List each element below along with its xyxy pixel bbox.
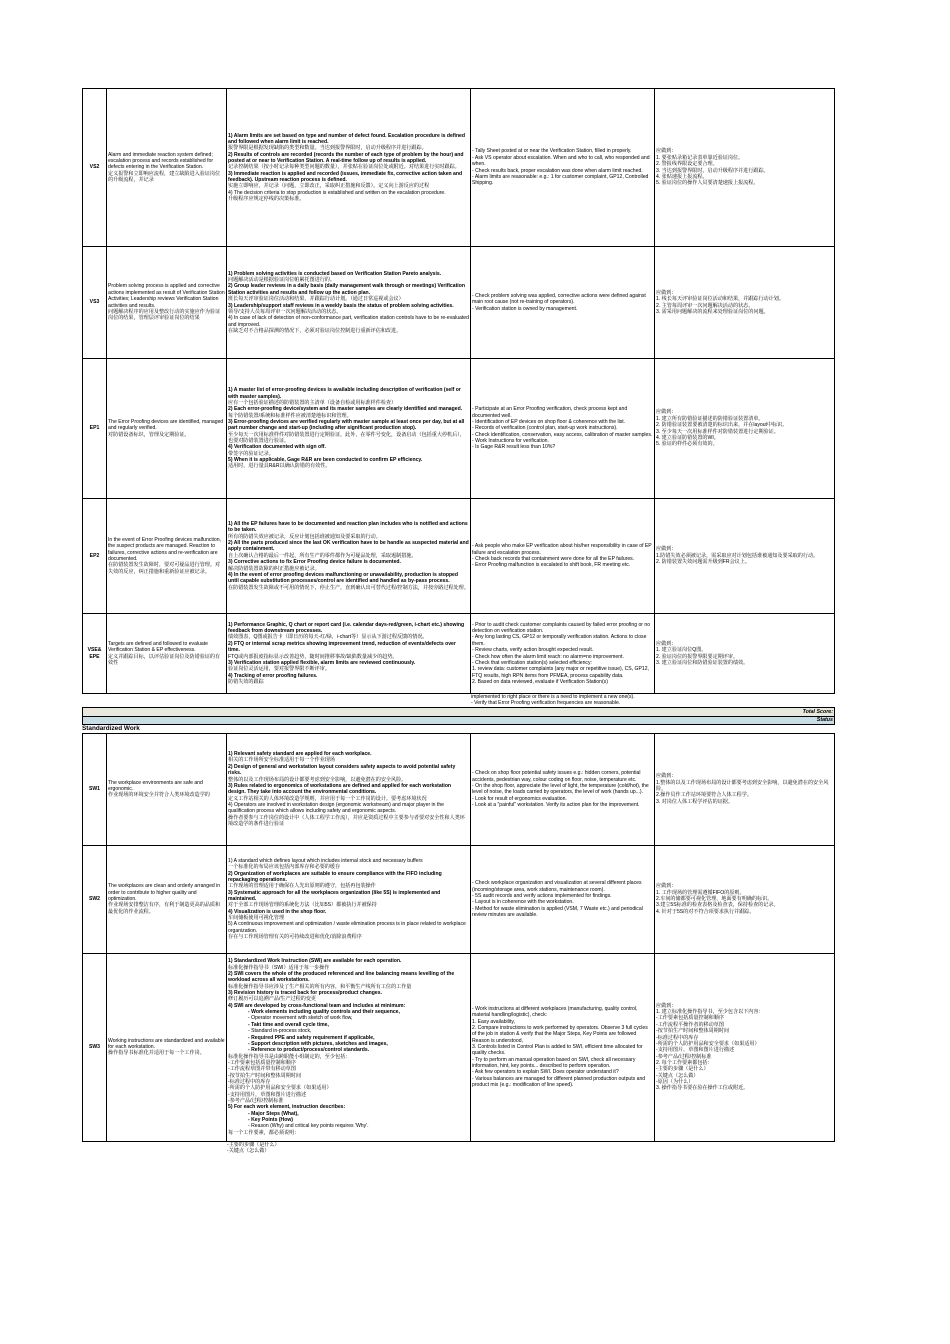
requirement-line: 自上次确认合格的最后一件起，所有生产的零件都作为可疑品处理，采取遏制措施。 [228, 552, 417, 559]
section-title: Standardized Work [82, 724, 140, 732]
requirements [227, 845, 471, 953]
check-line: - Check on shop floor potential safety issues e.g.: hidden corners, potential accidents, pedestrian way, colour coding on floor, noise, temperature etc. [472, 770, 641, 783]
expected-results-zh [655, 953, 835, 1141]
result-line: 应做到： [656, 773, 677, 780]
requirement-line: 3) Systematic approach for all the workplaces organization (like 5S) is implemented and maintained. [228, 889, 441, 903]
requirement-line: - Reference to product/process/control standards. [248, 1047, 370, 1054]
check-line: - Alarm limits are reasonable: e.g.: 1 for customer complaint, GP12, Controlled Shipping. [472, 173, 649, 187]
check-line: - Tally Sheet posted at or near the Verification Station, filled in properly. [472, 148, 632, 155]
expected-results-zh [655, 614, 835, 694]
status-row [83, 716, 835, 724]
check-line: - Error Proofing malfunction is escalated to shift book, FR meeting etc. [472, 562, 631, 569]
requirement-line: - Reason (Why) and critical key points requires 'Why'. [248, 1123, 369, 1130]
requirement-line: 所有的防错失效应被记录，反应计划包括谁被通知及要采取的行动。 [228, 533, 381, 540]
requirement-line: 升级程序应规定停线的决策标准。 [228, 196, 305, 203]
requirement-line: 4) Operators are involved in workstation design (ergonomic workstream) and major player in the qualification process which allows including safety and ergonomic aspects. [228, 801, 445, 815]
requirement-line: - Takt time and overall cycle time, [248, 1021, 329, 1028]
requirement-line: 应有一个包括验证描述的防错装置的主清单（设备自检或用标准样件检查） [228, 399, 397, 406]
requirement-line: 5) For each work element, instruction describes: [228, 1104, 346, 1111]
result-line: 3. 对岗位人体工程学评估的证据。 [656, 798, 733, 805]
requirements [227, 89, 471, 247]
requirement-line: 绩效图表，Q图或报告卡（即日历的每天-红/绿，i-chart等）显示从下游过程反馈的情况。 [228, 634, 428, 641]
result-line: 2. 防错装置失效问题需升级到FR会议上。 [656, 559, 750, 566]
criteria-code: SW3 [83, 953, 107, 1141]
description-zh: 定义报警和立即响应流程，建立缺陷进入验证岗位的升级流程，并记录 [108, 170, 221, 184]
result-line: -原因（为什么） [656, 1078, 694, 1085]
criteria-code: VS2 [83, 89, 107, 247]
result-line: 2.操作员作工作站环境要符合人体工程学。 [656, 792, 752, 799]
criteria-code: SW1 [83, 733, 107, 845]
requirement-line: 2) Group leader reviews in a daily basis (daily management walk through or meetings) Verification Station activities and results and follow up the action plan. [228, 283, 465, 296]
requirement-line: 整体的以及工作现场布局的设计都要考虑到安全影响，以避免潜在的安全风险。 [228, 776, 407, 783]
requirement-line: 1) A master list of error-proofing devices is available including description of verification (self or with master samples). [228, 387, 461, 400]
audit-checks [471, 733, 655, 845]
result-line: 应做到： [656, 289, 677, 296]
criteria-code: EP2 [83, 499, 107, 614]
audit-checks [471, 247, 655, 359]
requirement-line: 解决防错装置故障的纠正措施应被记录。 [228, 565, 320, 572]
overflow-line: implemented to right place or there is a need to implement a new one(s). [471, 694, 635, 700]
requirement-line: 3) Rules related to ergonomics of workstations are defined and applied for each workstation design. They take into account the environmental conditions. [228, 782, 452, 796]
requirement-line: 问题解决活动是根据验证岗位帕累托图进行的。 [228, 277, 335, 284]
criteria-description [107, 499, 227, 614]
check-line: - Check workplace organization and visualization at several different places (incoming/storage area, work stations, maintenance room). [472, 880, 642, 893]
description-zh: 对防错设备标识，管理及定期验证。 [108, 431, 190, 438]
requirements [227, 733, 471, 845]
check-line: - Any long lasting CS, GP12 or temporally verification station. Actions to close them. [472, 634, 647, 647]
requirement-line: 1) Problem solving activities is conducted based on Verification Station Pareto analysis. [228, 270, 442, 277]
result-line: 5. 验证的样件必须有效的。 [656, 441, 718, 448]
requirement-line: - Key Points (How) [248, 1116, 293, 1123]
result-line: 2.车间的储都要可视化管理，地面要有明确的标识。 [656, 896, 773, 903]
requirement-line: 2) Results of controls are recorded (records the number of each type of problem by the hour) and posted at or near to Verification Station. A real-time follow up of results is applied. [228, 151, 464, 164]
requirement-line: 标准化操作指导书（SWI）适用于每一步操作 [228, 964, 330, 971]
requirement-line: 1) Performance Graphic, Q chart or report card (i.e. calendar days-red/green, i-chart etc.) showing feedback from downstream processes. [228, 621, 465, 635]
description-en: The Error Proofing devices are identified, managed and regularly verified. [108, 418, 224, 432]
requirement-line: 带签字的验证记录。 [228, 450, 274, 457]
requirements [227, 953, 471, 1141]
requirement-line: -按节拍生产时间和整体周期时间 [228, 1072, 302, 1079]
description-en: The workplace environments are safe and ergonomic. [108, 779, 203, 793]
audit-checks [471, 359, 655, 499]
criteria-description [107, 733, 227, 845]
result-line: 4. 针对于5S的对不符合项要求执行并跟踪。 [656, 908, 755, 915]
requirement-line: 修订履历可以追溯产品/生产过程的变更 [228, 996, 317, 1003]
requirement-line: 4) In the event of error proofing devices malfunctioning or unavailability, production is stopped until capable substitution processes/control are identified and handled as by-pass process. [228, 571, 458, 585]
check-line: - Look at a "painful" workstation. Verify its action plan for the improvement. [472, 801, 640, 808]
requirement-line: 4) In case of lack of detection of non-conformance part, verification station controls have to be re-evaluated and improved. [228, 315, 469, 328]
check-line: - Ask people who make EP verification about his/her responsibility in case of EP failure and escalation process. [472, 543, 652, 556]
requirement-line: 标准化操作指导书应涉及了生产相关的所有内容，和平衡生产线所有工位的工作量 [228, 983, 412, 990]
criteria-row [83, 614, 835, 694]
audit-checks [471, 953, 655, 1141]
requirement-line: 1) Standardized Work Instruction (SWI) are available for each operation. [228, 958, 402, 965]
check-line: - Method for waste elimination is applied (VSM, 7 Waste etc.) and periodical review minutes are available. [472, 905, 643, 918]
requirement-line: 每个防错装置/系统和标准样件应被清楚地标识和管理。 [228, 412, 352, 419]
check-line: - Try to perform an manual operation based on SWI, check all necessary information, hint, key points... described to perform operation. [472, 1056, 636, 1070]
requirement-line: 3) Immediate reaction is applied and recorded (issues, immediate fix, corrective action taken and feedback). Upstream reaction process is defined. [228, 170, 463, 184]
description-en: Problem solving process is applied and corrective actions implemented as result of Verification Station Activities; Leadership reviews Verification Station activities and results. [108, 283, 225, 309]
criteria-row [83, 845, 835, 953]
result-line: 应做到： [656, 1002, 677, 1009]
result-line: 应做到： [656, 409, 677, 416]
requirement-line: -工作要素包括质量控制和顺序 [228, 1059, 296, 1066]
requirement-line: 3) Corrective actions to fix Error Proofing device failure is documented. [228, 559, 401, 566]
description-zh: 在防错装置发生故障时，要对可疑品进行管理。对失效的反应，纠正措施和重新验证应被记录。 [108, 562, 221, 575]
check-line: - 5S audit records and verify actions implemented for findings. [472, 892, 612, 899]
requirement-line: 验证岗位灵活运用，要对报警界限不断评审。 [228, 666, 330, 673]
result-line: 2. 每个工作要素都包括: [656, 1059, 709, 1066]
requirement-line: 操作者要参与工作岗位的设计中（人体工程学工作流），并应是资质过程中主要参与者要对安全性和人类环境改造学的条件进行验证 [228, 814, 465, 827]
requirement-line: 在缺乏对不合格品探测的情况下，必须对验证岗位控制进行重新评估和改进。 [228, 327, 402, 334]
result-line: 1. 建立验证岗位Q图。 [656, 647, 707, 654]
result-line: 应做到： [656, 640, 677, 647]
requirement-line: -支持用图片，草图和图片进行描述 [228, 1091, 307, 1098]
requirement-line: 相关的工作场所安全标准适用于每一个作业现场 [228, 757, 335, 764]
criteria-row [83, 953, 835, 1141]
requirement-line: 标准化操作指导书是由跨职能小组制定的，至少包括： [228, 1053, 351, 1060]
result-line: 1.防错失效必须被记录，需采取应对计划包括谁被通知及要采取的行动。 [656, 552, 819, 559]
requirement-line: 车间储板使用可视化管理 [228, 915, 285, 922]
requirement-line: - Support description with pictures, sketches and images, [248, 1040, 388, 1047]
overflow-line: - Verify that Error Proofing verification frequencies are reasonable. [471, 700, 621, 707]
criteria-description [107, 614, 227, 694]
requirement-line: 1) A standard which defines layout which includes internal stock and necessary buffers [228, 857, 423, 864]
requirement-line: 5) A continuous improvement and optimization / waste elimination process is in place related to workplace organization. [228, 921, 466, 934]
result-line: 3.建立5S标准的检查表格及检查表，保持检查的记录。 [656, 902, 779, 909]
requirement-line: 在防错装置发生故障或不可用的情况下，停止生产，直到确认出可替代过程/控制方法，并按旁路过程处理。 [228, 584, 469, 591]
criteria-description [107, 845, 227, 953]
result-line: -主要的步骤（是什么） [656, 1066, 709, 1073]
sw3-overflow [227, 1142, 950, 1155]
check-line: - Verification station is owned by management. [472, 305, 578, 312]
total-score-label: Total Score: [83, 707, 835, 716]
result-line: 应做到： [656, 883, 677, 890]
criteria-code: EP1 [83, 359, 107, 499]
check-line: - Ask VS operator about escalation. When and who to call, who responded and when. [472, 154, 650, 168]
result-line: -标准过程中的库存 [656, 1034, 699, 1041]
requirement-line: 适用时，进行量具R&R以确认防错的有效性。 [228, 463, 331, 470]
criteria-description [107, 953, 227, 1141]
check-line: - Participate at an Error Proofing verification, check process kept and documented well. [472, 406, 628, 419]
audit-checks [471, 614, 655, 694]
check-line: 1. review data: customer complaints (any major or repetitive issue), CS, GP12, FTQ results, high RPN items from PFMEA, process capability data. [472, 666, 649, 679]
check-line: - Check how often the alarm limit reach: no alarm=no improvement. [472, 653, 624, 660]
criteria-description [107, 89, 227, 247]
check-line: - Various balances are managed for different planned production outputs and product mix (e.g.: modification of line speed). [472, 1075, 646, 1089]
requirement-line: 4) Verification documented with sign off. [228, 444, 326, 451]
requirement-line: 3) Verification station applied flexible, alarm limits are reviewed continuously. [228, 659, 416, 666]
criteria-row [83, 89, 835, 247]
requirement-line: 4) SWI are developed by cross-functional team and includes at minimum: [228, 1002, 406, 1009]
requirement-line: 4) The decision criteria to stop production is established and written on the escalation procedure. [228, 189, 446, 196]
check-line: - Records of verification (control plan, start-up work instructions). [472, 425, 618, 432]
requirement-line: 2) Design of general and workstation layout considers safety aspects to avoid potential safety risks. [228, 763, 456, 777]
requirement-line: 报警界限是根据发现缺陷的类型和数量。当达到报警界限时，启动升级程序并进行跟踪。 [228, 145, 427, 152]
requirement-line: 对于全部工作现场管理的系统化方法（比如5S）都被执行并被保持 [228, 902, 377, 909]
criteria-row [83, 359, 835, 499]
audit-checks [471, 845, 655, 953]
result-line: -支持用图片，草图和图片进行描述 [656, 1047, 735, 1054]
requirement-line: 2) Organization of workplaces are suitable to ensure compliance with the FIFO including repackaging operations. [228, 870, 442, 883]
description-en: Alarm and immediate reaction system defined; escalation process and records established for defects entering in the Verification Station. [108, 151, 214, 171]
check-line: - Ask few operators to explain SWI. Does operator understand it? [472, 1069, 619, 1076]
audit-table-upper [82, 88, 835, 694]
result-line: 3. 需采用问题解决的流程来处理验证岗位的问题。 [656, 308, 769, 315]
requirement-line: 1) Alarm limits are set based on type and number of defect found. Escalation procedure is defined and followed when alarm limit is reached. [228, 132, 466, 145]
result-line: 3. 至少每天一次用标准样件对防错装置进行定期验证。 [656, 428, 779, 435]
criteria-row [83, 247, 835, 359]
requirement-line: 工作现场的管理适用于确保在人先出原则的遵守，包括再包装操作 [228, 883, 376, 890]
description-zh: 作业现场安排整洁有序，有利于制造更高的品质和最优化的作业流程。 [108, 902, 221, 915]
result-line: 1. 工作现场的管理需遵循FIFO的原则。 [656, 889, 745, 896]
audit-table-lower [82, 733, 835, 1142]
result-line: 2. 验证岗位的报警界限要定期评审。 [656, 653, 739, 660]
overflow-line: -关键点（怎么做） [227, 1148, 270, 1155]
audit-checks [471, 499, 655, 614]
requirement-line: 定义工作站相关的人体环境改造学规则，并应用于每一个工作岗的设计。要考虑环境状况 [228, 795, 427, 802]
requirements [227, 499, 471, 614]
requirements [227, 247, 471, 359]
result-line: 3. 建立验证岗位和防错验证装置的绩效。 [656, 659, 749, 666]
audit-table-bands [82, 707, 835, 725]
requirement-line: -参考产品/过程/控制标准 [228, 1097, 284, 1104]
expected-results-zh [655, 247, 835, 359]
vse-check-overflow [471, 694, 655, 707]
requirement-line: 存在与工作现场管理有关的可持续改进和优化/消除浪费程序 [228, 934, 362, 941]
total-score-row [83, 707, 835, 716]
requirement-line: 领导/支持人员每周评审一次问题解决活动的状态。 [228, 308, 342, 315]
check-line: - Check identification, conservation, easy access, calibration of master samples. [472, 431, 653, 438]
check-line: 3. Controls listed in Control Plan is added to SWI, efficient time allocated for quality checks. [472, 1044, 643, 1057]
requirement-line: - Required PPE and safety requirement if applicable, [248, 1034, 375, 1041]
requirement-line: 实施立即响应，并记录（问题，立即改正，采取纠正措施和反馈）。定义向上游反应的过程 [228, 183, 430, 190]
result-line: 1. 要张贴录箱记录表单靠近验证岗位。 [656, 154, 744, 161]
requirement-line: 3) Error-proofing devices are verified regularly with master sample at least once per day, but at all part number change and start-up (including after significant production stop). [228, 418, 465, 432]
requirement-line: - Standard in-process stock, [248, 1028, 312, 1035]
requirements [227, 359, 471, 499]
check-line: - Work Instructions for verification. [472, 438, 549, 445]
result-line: 2. 主管每周评审一次问题解决活动的状态。 [656, 302, 754, 309]
check-line: - Look for result of ergonomics evaluation. [472, 795, 567, 802]
result-line: 3. 操作指导书要在验在操作工位或附近。 [656, 1085, 749, 1092]
requirement-line: 一个标准化的布局应该包括内部库存和必要的缓存 [228, 864, 341, 871]
overflow-line: -主要的步骤（是什么） [227, 1141, 280, 1148]
result-line: 1. 建立所有防错验证描述的防错验证装置清单。 [656, 415, 764, 422]
requirement-line: 班长每天评审验证岗位活动和结果，并跟踪行动计划。（通过日常巡视或会议） [228, 296, 404, 303]
result-line: 4. 张贴速报上报流程。 [656, 173, 708, 180]
description-en: Targets are defined and followed to evaluate Verification Station & EP effectiveness. [108, 640, 208, 654]
result-line: 1.整体的以及工作现场布局的设计都要考虑到安全影响，以避免潜在的安全风险。 [656, 779, 829, 793]
check-line: - Check that verification station(s) selected efficiency: [472, 659, 592, 666]
result-line: -按节拍生产时间和整体周期时间 [656, 1028, 730, 1035]
check-line: 2. Based on data reviewed, evaluate if Verification Station(s) [472, 678, 608, 685]
requirement-line: FTQ或内部报废指标显示改善趋势，随时间推移事故/缺陷数量减少的趋势。 [228, 653, 398, 660]
check-line: - On the shop floor, appreciate the level of light, the temperature (cold/hot), the level of noise, the loads carried by operators, the level of work (hands up...). [472, 782, 649, 796]
requirement-line: 2) FTQ or internal scrap metrics showing improvement trend, reduction of events/defects over time. [228, 640, 456, 654]
requirement-line: 1) Relevant safety standard are applied for each workplace. [228, 751, 372, 758]
result-line: 应做到： [656, 148, 677, 155]
check-line: - Layout is in coherence with the workstation. [472, 899, 574, 906]
requirement-line: 3) Revision history is traced back for process/product changes. [228, 990, 382, 997]
criteria-code: VSE& EPE [83, 614, 107, 694]
check-line: 2. Compare instructions to work performed by operators. Observe 3 full cycles of the job in station & verify that the Major Steps, Key Points are followed Reason is understood, [472, 1024, 648, 1044]
requirement-line: -所需的个人防护用品和安全要求（如果适用） [228, 1085, 332, 1092]
requirement-line: 每一个工作要素，都必须说明： [228, 1129, 300, 1136]
requirement-line: 1) All the EP failures have to be documented and reaction plan includes who is notified and actions to be taken. [228, 521, 468, 534]
expected-results-zh [655, 89, 835, 247]
description-en: In the event of Error Proofing devices malfunction, the suspect products are managed. Reaction to failures, corrective actions and re-verification are documented. [108, 536, 221, 562]
criteria-code: SW2 [83, 845, 107, 953]
criteria-code: VS3 [83, 247, 107, 359]
result-line: -参考产品/过程/控制标准 [656, 1053, 712, 1060]
requirement-line: - Major Steps (What), [248, 1110, 299, 1117]
result-line: 2. 防错验证装置要被清楚的标识出来，并在layout中标识。 [656, 422, 788, 429]
requirement-line: 至少每天一次用标准样件对防错装置进行定期验证，此外，在零件号变化，设备启动（包括重大停机后），也要对防错装置进行验证。 [228, 431, 465, 445]
requirement-line: - Work elements including quality controls and their sequence, [248, 1009, 400, 1016]
criteria-description [107, 247, 227, 359]
status-label: Status [83, 716, 835, 724]
description-en: Working instructions are standardized and available for each workstation. [108, 1037, 225, 1051]
result-line: 应做到： [656, 546, 677, 553]
requirement-line: -工作流程草图并带有移动草图 [228, 1066, 296, 1073]
criteria-description [107, 359, 227, 499]
requirements [227, 614, 471, 694]
description-zh: 操作指导书标准化并适用于每一个工作岗。 [108, 1050, 205, 1057]
requirement-line: - Operator movement with sketch of work flow, [248, 1015, 353, 1022]
result-line: 1. 建立标准化操作指导书，至少包含以下内容: [656, 1009, 760, 1016]
check-line: - Prior to audit check customer complaints caused by failed error proofing or no detection on verification station. [472, 621, 651, 635]
criteria-row [83, 733, 835, 845]
result-line: 1. 线长每天评审验证岗位活动和结果，并跟踪行动计划。 [656, 296, 784, 303]
result-line: -工作流程平操作者的移动草图 [656, 1021, 724, 1028]
result-line: -关键点（怎么做） [656, 1072, 699, 1079]
result-line: 4. 建立验证防错装置的WI。 [656, 434, 719, 441]
result-line: -工作要素包括质量控制和顺序 [656, 1015, 724, 1022]
check-line: - Review charts, verify action brought expected result. [472, 647, 594, 654]
check-line: - Work instructions at different workplaces (manufacturing, quality control, material handling/logistic), check: [472, 1005, 638, 1019]
expected-results-zh [655, 499, 835, 614]
expected-results-zh [655, 733, 835, 845]
expected-results-zh [655, 845, 835, 953]
requirement-line: 5) When it is applicable, Gage R&R are been conducted to confirm EP efficiency. [228, 457, 423, 464]
description-zh: 定义并跟踪目标，以评估验证岗位及防错验证的有效性 [108, 653, 221, 666]
result-line: -所需的个人防护用品和安全要求（如果适用） [656, 1040, 760, 1047]
check-line: - Check results back, proper escalation was done when alarm limit reached. [472, 167, 643, 174]
description-zh: 作业现场的环境安全并符合人类环境改造学的 [108, 792, 210, 799]
result-line: 3. 当达到报警界限时，启动升级程序并进行跟踪。 [656, 167, 769, 174]
audit-sheet [82, 88, 834, 1154]
requirement-line: 2) SWI covers the whole of the produced referenced and line balancing means levelling of the workload across all workstations. [228, 971, 455, 984]
requirement-line: 2) All the parts produced since the last OK verification have to be handle as suspected material and apply containment. [228, 540, 469, 553]
requirement-line: 4) Tracking of error proofing failures. [228, 672, 318, 679]
requirement-line: 记录控制结果（按小时记录每种类型问题的数量），并张贴在验证岗位处或附近。对结果进行实时跟踪。 [228, 164, 460, 171]
check-line: - Is Gage R&R result less than 10%? [472, 444, 556, 451]
requirement-line: 4) Visualization is used in the shop floor. [228, 908, 327, 915]
description-zh: 问题解决程序的应用及整改行动的实施应作为验证岗位的结果，管理层评审验证岗位的结果 [108, 308, 221, 322]
requirement-line: -标准过程中的库存 [228, 1078, 271, 1085]
check-line: - Check problem solving was applied, corrective actions were defined against main root cause (not re-training of operators). [472, 292, 646, 306]
result-line: 5. 验证岗位的操作人员要清楚速报上报流程。 [656, 180, 759, 187]
criteria-row [83, 499, 835, 614]
audit-checks [471, 89, 655, 247]
expected-results-zh [655, 359, 835, 499]
check-line: - Identification of EP devices on shop floor & coherence with the list. [472, 418, 626, 425]
requirement-line: 2) Each error-proofing device/system and its master samples are clearly identified and managed. [228, 406, 463, 413]
requirement-line: 3) Leadership/support staff reviews in a weekly basis the status of problem solving activities. [228, 302, 454, 309]
check-line: - Check back records that containment were done for all the EP failures. [472, 556, 635, 562]
requirement-line: 防错失效的跟踪 [228, 678, 264, 685]
description-en: The workplaces are clean and orderly arranged in order to contribute to higher quality and optimization. [108, 883, 221, 903]
check-line: 1. Easy availability, [472, 1018, 515, 1025]
result-line: 2. 警报线界限设定要合理。 [656, 161, 718, 168]
